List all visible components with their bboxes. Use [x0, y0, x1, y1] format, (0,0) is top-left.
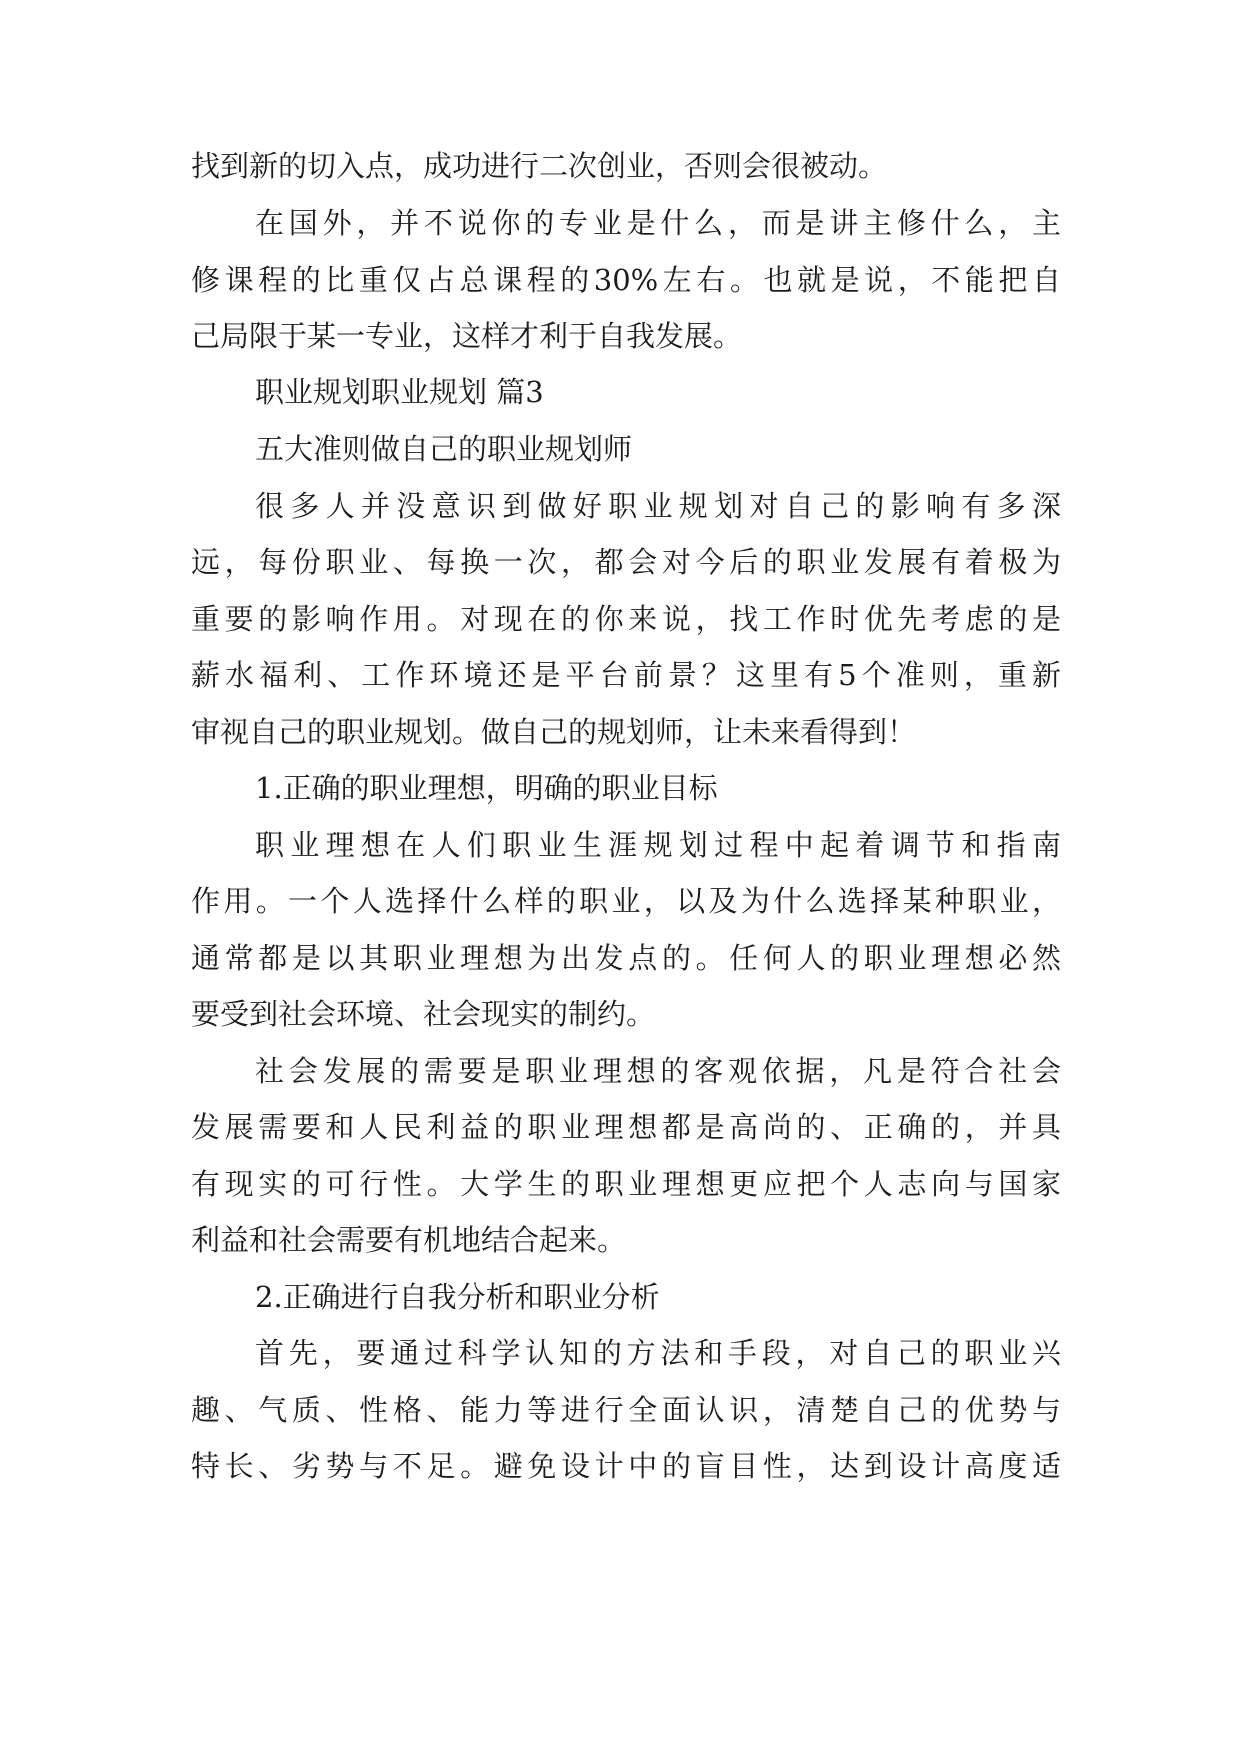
paragraph-line: 有现实的可行性。大学生的职业理想更应把个人志向与国家 [191, 1167, 1061, 1201]
paragraph-line: 特长、劣势与不足。避免设计中的盲目性，达到设计高度适 [191, 1449, 1061, 1483]
paragraph-line: 职业理想在人们职业生涯规划过程中起着调节和指南 [255, 828, 1061, 862]
paragraph-line: 要受到社会环境、社会现实的制约。 [191, 997, 656, 1031]
subheading: 1.正确的职业理想，明确的职业目标 [255, 771, 718, 805]
paragraph-line: 趣、气质、性格、能力等进行全面认识，清楚自己的优势与 [191, 1393, 1061, 1427]
paragraph-line: 己局限于某一专业，这样才利于自我发展。 [191, 319, 743, 353]
paragraph-line: 发展需要和人民利益的职业理想都是高尚的、正确的，并具 [191, 1110, 1061, 1144]
paragraph-line: 重要的影响作用。对现在的你来说，找工作时优先考虑的是 [191, 602, 1061, 636]
subheading: 2.正确进行自我分析和职业分析 [255, 1280, 660, 1314]
paragraph-line: 通常都是以其职业理想为出发点的。任何人的职业理想必然 [191, 941, 1061, 975]
paragraph-line: 作用。一个人选择什么样的职业，以及为什么选择某种职业， [191, 884, 1061, 918]
paragraph-line: 社会发展的需要是职业理想的客观依据，凡是符合社会 [255, 1054, 1061, 1088]
paragraph-line: 很多人并没意识到做好职业规划对自己的影响有多深 [255, 489, 1061, 523]
section-heading: 职业规划职业规划 篇3 [255, 375, 544, 409]
paragraph-line: 找到新的切入点，成功进行二次创业，否则会很被动。 [191, 149, 888, 183]
paragraph-line: 利益和社会需要有机地结合起来。 [191, 1223, 627, 1257]
paragraph-line: 在国外，并不说你的专业是什么，而是讲主修什么，主 [255, 206, 1061, 240]
paragraph-line: 薪水福利、工作环境还是平台前景？这里有5个准则，重新 [191, 658, 1061, 692]
paragraph-line: 远，每份职业、每换一次，都会对今后的职业发展有着极为 [191, 545, 1061, 579]
paragraph-line: 首先，要通过科学认知的方法和手段，对自己的职业兴 [255, 1336, 1061, 1370]
article-title: 五大准则做自己的职业规划师 [255, 432, 633, 466]
paragraph-line: 修课程的比重仅占总课程的30%左右。也就是说，不能把自 [191, 263, 1061, 297]
paragraph-line: 审视自己的职业规划。做自己的规划师，让未来看得到！ [191, 715, 917, 749]
